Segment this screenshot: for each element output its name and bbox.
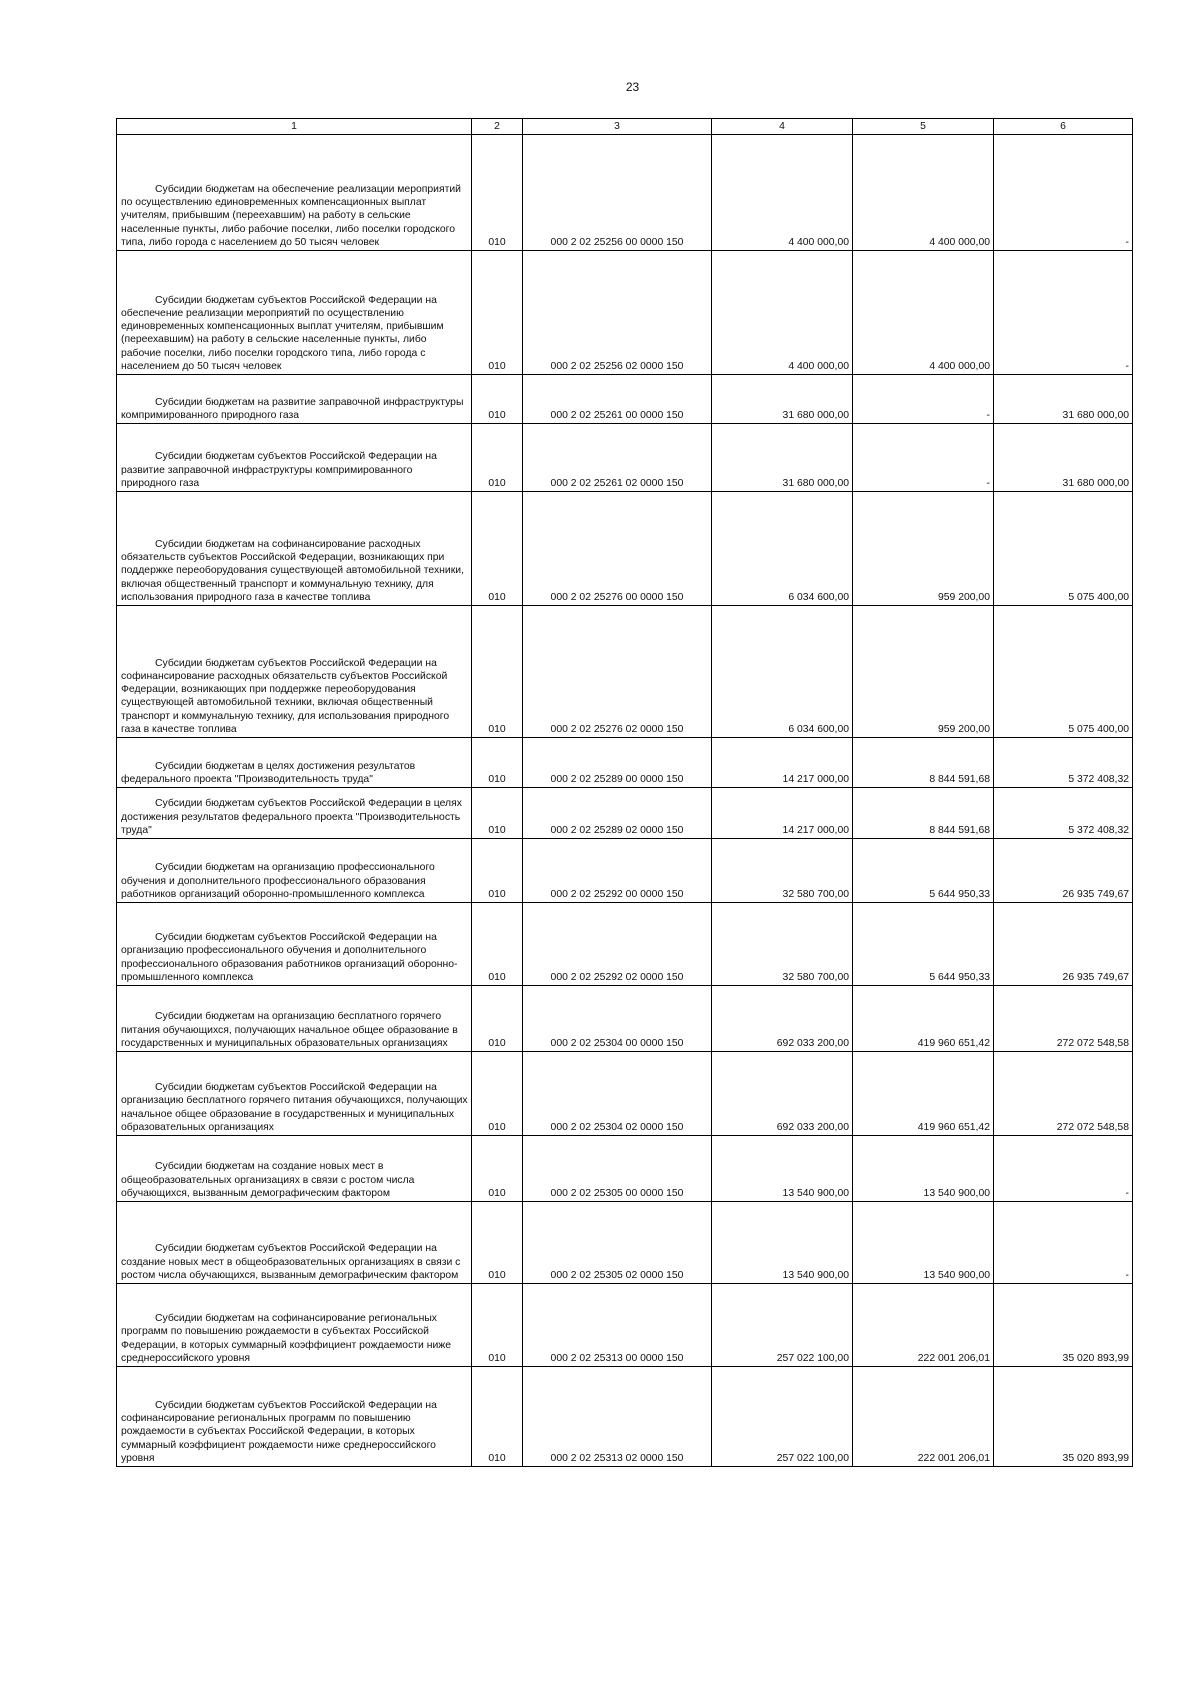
line-code-cell: 010 [472,1202,523,1284]
table-row [117,738,1133,788]
income-name: Субсидии бюджетам в целях достижения результатов федерального проекта "Производительность труда" [121,760,416,785]
table-row [117,1136,1133,1202]
budget-classification-code-cell: 000 2 02 25289 00 0000 150 [523,738,712,788]
budget-classification-code-cell: 000 2 02 25261 00 0000 150 [523,375,712,424]
table-row [117,251,1133,375]
budget-classification-code-cell: 000 2 02 25304 02 0000 150 [523,1052,712,1136]
executed-amount-cell: 4 400 000,00 [853,135,994,251]
income-name-cell [117,1052,472,1136]
planned-amount-cell: 692 033 200,00 [712,986,853,1052]
table-row [117,1284,1133,1367]
income-name-cell [117,1284,472,1367]
income-name-cell [117,424,472,492]
line-code-cell: 010 [472,738,523,788]
table-row [117,606,1133,738]
income-name-cell [117,1367,472,1467]
executed-amount-cell: 4 400 000,00 [853,251,994,375]
table-row [117,1052,1133,1136]
executed-amount-cell: 419 960 651,42 [853,1052,994,1136]
planned-amount-cell: 31 680 000,00 [712,375,853,424]
budget-classification-code-cell: 000 2 02 25276 00 0000 150 [523,492,712,606]
budget-classification-code-cell: 000 2 02 25313 02 0000 150 [523,1367,712,1467]
column-header-5: 5 [853,119,994,135]
income-name: Субсидии бюджетам на обеспечение реализации мероприятий по осуществлению единовременных компенсационных выплат учителям, прибывшим (переехавшим) на работу в сельские населенные пункты, либо рабочие поселки, либо поселки городского типа, либо города с населением до 50 тысяч человек [121,183,461,248]
budget-classification-code-cell: 000 2 02 25256 02 0000 150 [523,251,712,375]
budget-classification-code-cell: 000 2 02 25289 02 0000 150 [523,788,712,839]
budget-classification-code-cell: 000 2 02 25276 02 0000 150 [523,606,712,738]
income-name: Субсидии бюджетам на создание новых мест в общеобразовательных организациях в связи с ростом числа обучающихся, вызванным демографическим фактором [121,1161,415,1199]
budget-classification-code-cell: 000 2 02 25292 02 0000 150 [523,903,712,986]
line-code-cell: 010 [472,251,523,375]
income-name: Субсидии бюджетам субъектов Российской Федерации на софинансирование региональных программ по повышению рождаемости в субъектах Российской Федерации, в которых суммарный коэффициент рождаемости ниже среднероссийского уровня [121,1399,437,1464]
table-row [117,1367,1133,1467]
column-header-6: 6 [994,119,1133,135]
planned-amount-cell: 6 034 600,00 [712,492,853,606]
budget-classification-code-cell: 000 2 02 25304 00 0000 150 [523,986,712,1052]
planned-amount-cell: 32 580 700,00 [712,839,853,903]
line-code-cell: 010 [472,788,523,839]
executed-amount-cell: 13 540 900,00 [853,1136,994,1202]
executed-amount-cell: - [853,424,994,492]
income-name-cell [117,903,472,986]
executed-amount-cell: 5 644 950,33 [853,839,994,903]
table-row [117,492,1133,606]
unexecuted-amount-cell: 26 935 749,67 [994,839,1133,903]
planned-amount-cell: 13 540 900,00 [712,1136,853,1202]
unexecuted-amount-cell: 35 020 893,99 [994,1367,1133,1467]
income-name-cell [117,1136,472,1202]
planned-amount-cell: 4 400 000,00 [712,135,853,251]
line-code-cell: 010 [472,135,523,251]
column-header-1: 1 [117,119,472,135]
budget-classification-code-cell: 000 2 02 25305 02 0000 150 [523,1202,712,1284]
line-code-cell: 010 [472,424,523,492]
planned-amount-cell: 32 580 700,00 [712,903,853,986]
budget-classification-code-cell: 000 2 02 25313 00 0000 150 [523,1284,712,1367]
income-name: Субсидии бюджетам на организацию бесплатного горячего питания обучающихся, получающих начальное общее образование в государственных и муниципальных образовательных организациях [121,1011,458,1049]
income-name-cell [117,839,472,903]
unexecuted-amount-cell: 272 072 548,58 [994,986,1133,1052]
executed-amount-cell: 419 960 651,42 [853,986,994,1052]
line-code-cell: 010 [472,903,523,986]
line-code-cell: 010 [472,986,523,1052]
table-row [117,986,1133,1052]
unexecuted-amount-cell: 5 075 400,00 [994,492,1133,606]
income-name: Субсидии бюджетам на развитие заправочной инфраструктуры компримированного природного газа [121,396,464,421]
line-code-cell: 010 [472,606,523,738]
income-name: Субсидии бюджетам субъектов Российской Федерации на создание новых мест в общеобразовательных организациях в связи с ростом числа обучающихся, вызванным демографическим фактором [121,1243,461,1281]
planned-amount-cell: 14 217 000,00 [712,788,853,839]
planned-amount-cell: 257 022 100,00 [712,1284,853,1367]
planned-amount-cell: 14 217 000,00 [712,738,853,788]
executed-amount-cell: 959 200,00 [853,492,994,606]
planned-amount-cell: 4 400 000,00 [712,251,853,375]
unexecuted-amount-cell: - [994,251,1133,375]
line-code-cell: 010 [472,1052,523,1136]
table-row [117,839,1133,903]
income-name-cell [117,738,472,788]
income-name-cell [117,986,472,1052]
income-name-cell [117,251,472,375]
executed-amount-cell: 222 001 206,01 [853,1367,994,1467]
unexecuted-amount-cell: 31 680 000,00 [994,375,1133,424]
executed-amount-cell: 8 844 591,68 [853,738,994,788]
executed-amount-cell: 222 001 206,01 [853,1284,994,1367]
unexecuted-amount-cell: 35 020 893,99 [994,1284,1133,1367]
unexecuted-amount-cell: 31 680 000,00 [994,424,1133,492]
executed-amount-cell: - [853,375,994,424]
line-code-cell: 010 [472,1284,523,1367]
table-row [117,903,1133,986]
unexecuted-amount-cell: 5 372 408,32 [994,788,1133,839]
line-code-cell: 010 [472,1136,523,1202]
unexecuted-amount-cell: 5 075 400,00 [994,606,1133,738]
budget-classification-code-cell: 000 2 02 25256 00 0000 150 [523,135,712,251]
column-header-3: 3 [523,119,712,135]
unexecuted-amount-cell: - [994,1136,1133,1202]
table-row [117,424,1133,492]
table-row [117,788,1133,839]
line-code-cell: 010 [472,839,523,903]
executed-amount-cell: 8 844 591,68 [853,788,994,839]
unexecuted-amount-cell: 26 935 749,67 [994,903,1133,986]
income-name: Субсидии бюджетам субъектов Российской Федерации на обеспечение реализации мероприятий по осуществлению единовременных компенсационных выплат учителям, прибывшим (переехавшим) на работу в сельские населенные пункты, либо рабочие поселки, либо поселки городского типа, либо города с населением до 50 тысяч человек [121,294,444,372]
income-name: Субсидии бюджетам субъектов Российской Федерации на организацию бесплатного горячего питания обучающихся, получающих начальное общее образование в государственных и муниципальных образовательных организациях [121,1082,468,1133]
budget-classification-code-cell: 000 2 02 25292 00 0000 150 [523,839,712,903]
planned-amount-cell: 31 680 000,00 [712,424,853,492]
income-name-cell [117,606,472,738]
income-name-cell [117,1202,472,1284]
income-name-cell [117,375,472,424]
unexecuted-amount-cell: 5 372 408,32 [994,738,1133,788]
unexecuted-amount-cell: - [994,1202,1133,1284]
executed-amount-cell: 959 200,00 [853,606,994,738]
planned-amount-cell: 692 033 200,00 [712,1052,853,1136]
planned-amount-cell: 13 540 900,00 [712,1202,853,1284]
budget-execution-table [116,118,1133,1467]
income-name: Субсидии бюджетам субъектов Российской Федерации на организацию профессионального обучения и дополнительного профессионального образования работников организаций оборонно-промышленного комплекса [121,932,458,983]
income-name: Субсидии бюджетам на организацию профессионального обучения и дополнительного профессионального образования работников организаций оборонно-промышленного комплекса [121,862,435,900]
income-name: Субсидии бюджетам на софинансирование расходных обязательств субъектов Российской Федерации, возникающих при поддержке переоборудования существующей автомобильной техники, включая общественный транспорт и коммунальную технику, для использования природного газа в качестве топлива [121,538,464,603]
income-name-cell [117,492,472,606]
planned-amount-cell: 6 034 600,00 [712,606,853,738]
income-name: Субсидии бюджетам на софинансирование региональных программ по повышению рождаемости в субъектах Российской Федерации, в которых суммарный коэффициент рождаемости ниже среднероссийского уровня [121,1313,451,1364]
executed-amount-cell: 5 644 950,33 [853,903,994,986]
budget-classification-code-cell: 000 2 02 25261 02 0000 150 [523,424,712,492]
income-name-cell [117,788,472,839]
line-code-cell: 010 [472,1367,523,1467]
budget-classification-code-cell: 000 2 02 25305 00 0000 150 [523,1136,712,1202]
unexecuted-amount-cell: 272 072 548,58 [994,1052,1133,1136]
table-row [117,135,1133,251]
column-number-header-row [117,119,1133,135]
table-row [117,375,1133,424]
income-name: Субсидии бюджетам субъектов Российской Федерации на развитие заправочной инфраструктуры компримированного природного газа [121,451,437,489]
page-number: 23 [625,80,640,94]
column-header-2: 2 [472,119,523,135]
executed-amount-cell: 13 540 900,00 [853,1202,994,1284]
income-name: Субсидии бюджетам субъектов Российской Федерации на софинансирование расходных обязательств субъектов Российской Федерации, возникающих при поддержке переоборудования существующей автомобильной техники, включая общественный транспорт и коммунальную технику, для использования природного газа в качестве топлива [121,657,450,735]
table-row [117,1202,1133,1284]
column-header-4: 4 [712,119,853,135]
planned-amount-cell: 257 022 100,00 [712,1367,853,1467]
unexecuted-amount-cell: - [994,135,1133,251]
line-code-cell: 010 [472,492,523,606]
income-name-cell [117,135,472,251]
income-name: Субсидии бюджетам субъектов Российской Федерации в целях достижения результатов федерального проекта "Производительность труда" [121,798,462,836]
line-code-cell: 010 [472,375,523,424]
